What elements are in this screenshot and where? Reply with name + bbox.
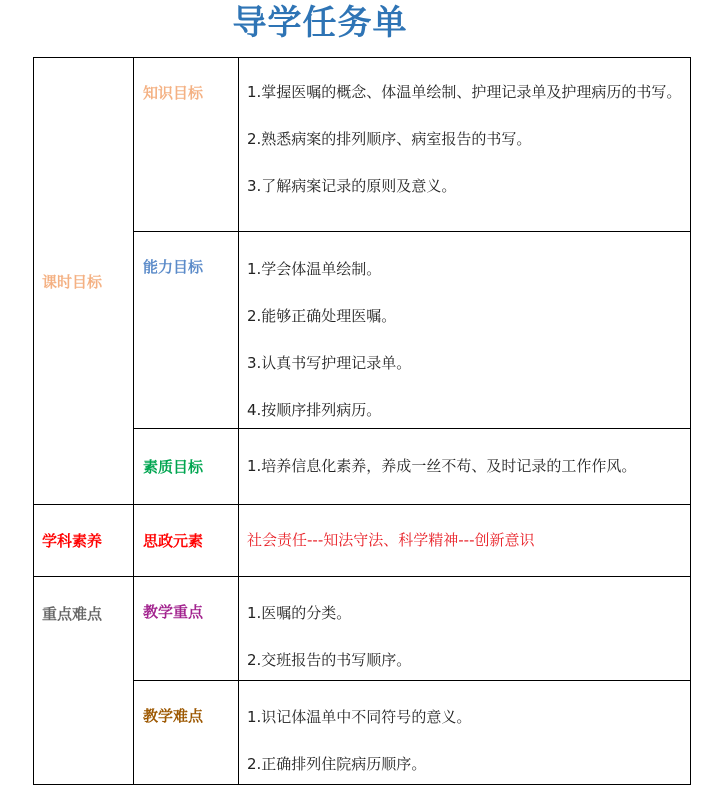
quality-goals-label: 素质目标 xyxy=(134,429,239,505)
key-points-label: 重点难点 xyxy=(34,577,134,785)
knowledge-goals-label: 知识目标 xyxy=(134,58,239,232)
table-row xyxy=(34,505,691,577)
list-item: 1.培养信息化素养，养成一丝不苟、及时记录的工作作风。 xyxy=(247,457,637,475)
list-item: 2.熟悉病案的排列顺序、病室报告的书写。 xyxy=(247,130,532,148)
ability-goals-label: 能力目标 xyxy=(134,232,239,429)
list-item: 3.了解病案记录的原则及意义。 xyxy=(247,177,457,195)
guide-table xyxy=(33,57,691,785)
ideology-content: 社会责任---知法守法、科学精神---创新意识 xyxy=(239,505,691,577)
list-item: 2.正确排列住院病历顺序。 xyxy=(247,755,427,773)
ability-goals-content xyxy=(239,232,691,429)
teaching-focus-label: 教学重点 xyxy=(134,577,239,681)
list-item: 1.学会体温单绘制。 xyxy=(247,260,382,278)
list-item: 4.按顺序排列病历。 xyxy=(247,401,382,419)
list-item: 1.掌握医嘱的概念、体温单绘制、护理记录单及护理病历的书写。 xyxy=(247,83,682,101)
list-item: 2.能够正确处理医嘱。 xyxy=(247,307,397,325)
teaching-focus-content xyxy=(239,577,691,681)
list-item: 3.认真书写护理记录单。 xyxy=(247,354,412,372)
teaching-difficulty-content xyxy=(239,681,691,785)
quality-goals-content xyxy=(239,429,691,505)
list-item: 2.交班报告的书写顺序。 xyxy=(247,651,412,669)
list-item: 1.医嘱的分类。 xyxy=(247,604,352,622)
ideology-label: 思政元素 xyxy=(134,505,239,577)
lesson-goals-label: 课时目标 xyxy=(34,58,134,505)
teaching-difficulty-label: 教学难点 xyxy=(134,681,239,785)
table-row xyxy=(34,577,691,681)
list-item: 1.识记体温单中不同符号的意义。 xyxy=(247,708,472,726)
knowledge-goals-content xyxy=(239,58,691,232)
page-title: 导学任务单 xyxy=(232,3,408,43)
table-row xyxy=(34,58,691,232)
literacy-label: 学科素养 xyxy=(34,505,134,577)
